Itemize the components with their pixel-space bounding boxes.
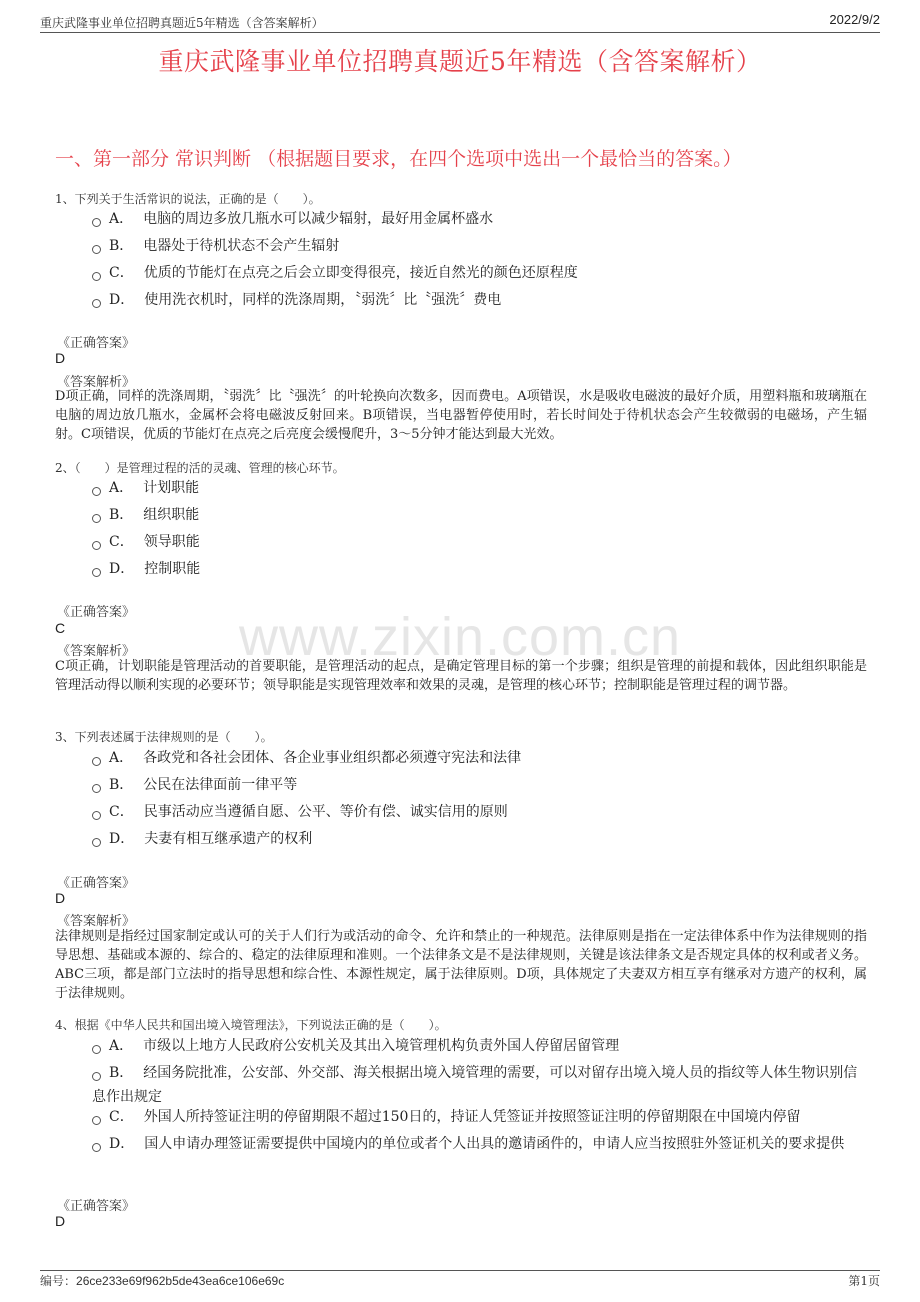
correct-answer-label: 《正确答案》 xyxy=(57,605,136,620)
option-text: 外国人所持签证注明的停留期限不超过150日的，持证人凭签证并按照签证注明的停留期限在中国境内停留 xyxy=(143,1109,801,1125)
option-b[interactable] xyxy=(92,1061,862,1109)
option-letter: A． xyxy=(109,1038,134,1054)
question-stem: 3、下列表述属于法律规则的是（ ）。 xyxy=(55,730,273,744)
option-c[interactable] xyxy=(92,530,862,554)
radio-icon[interactable] xyxy=(92,568,101,577)
radio-icon[interactable] xyxy=(92,245,101,254)
option-text: 电脑的周边多放几瓶水可以减少辐射，最好用金属杯盛水 xyxy=(143,211,494,227)
watermark: www.zixin.com.cn xyxy=(238,607,682,667)
correct-answer: C xyxy=(55,620,66,636)
analysis-text: D项正确，同样的洗涤周期，〝弱洗〞比〝强洗〞的叶轮换向次数多，因而费电。A项错误，水是吸收电磁波的最好介质，用塑料瓶和玻璃瓶在电脑的周边放几瓶水，金属杯会将电磁波反射回来。B项错误，当电器暂停使用时，若长时间处于待机状态会产生较微弱的电磁场，产生辐射。C项错误，优质的节能灯在点亮之后亮度会缓慢爬升，3～5分钟才能达到最大光效。 xyxy=(55,389,867,442)
radio-icon[interactable] xyxy=(92,514,101,523)
analysis-text: 法律规则是指经过国家制定或认可的关于人们行为或活动的命令、允许和禁止的一种规范。法律原则是指在一定法律体系中作为法律规则的指导思想、基础或本源的、综合的、稳定的法律原理和准则。一个法律条文是不是法律规则，关键是该法律条文是否规定具体的权利或者义务。ABC三项，都是部门立法时的指导思想和综合性、本源性规定，属于法律原则。D项，具体规定了夫妻双方相互享有继承对方遗产的权利，属于法律规则。 xyxy=(55,929,867,1001)
option-letter: A． xyxy=(109,211,134,227)
correct-answer-label: 《正确答案》 xyxy=(57,876,136,891)
question-stem: 4、根据《中华人民共和国出境入境管理法》，下列说法正确的是（ ）。 xyxy=(55,1018,447,1032)
option-b[interactable] xyxy=(92,773,862,797)
option-c[interactable] xyxy=(92,261,862,285)
code-label: 编号： xyxy=(40,1274,77,1288)
radio-icon[interactable] xyxy=(92,1045,101,1054)
option-b[interactable] xyxy=(92,503,862,527)
header-doc-title: 重庆武隆事业单位招聘真题近5年精选（含答案解析） xyxy=(40,16,324,30)
radio-icon[interactable] xyxy=(92,757,101,766)
header-divider xyxy=(40,32,880,33)
header-date: 2022/9/2 xyxy=(829,12,880,27)
option-text: 组织职能 xyxy=(143,507,200,523)
page-header xyxy=(40,12,880,32)
radio-icon[interactable] xyxy=(92,487,101,496)
option-text: 经国务院批准，公安部、外交部、海关根据出境入境管理的需要，可以对留存出境入境人员的指纹等人体生物识别信息作出规定 xyxy=(92,1065,858,1105)
option-text: 夫妻有相互继承遗产的权利 xyxy=(144,831,313,847)
option-letter: C． xyxy=(109,1109,134,1125)
correct-answer-label: 《正确答案》 xyxy=(57,1199,136,1214)
radio-icon[interactable] xyxy=(92,299,101,308)
analysis-label: 《答案解析》 xyxy=(57,644,136,659)
option-text: 市级以上地方人民政府公安机关及其出入境管理机构负责外国人停留居留管理 xyxy=(143,1038,620,1054)
page-number: 第1页 xyxy=(848,1274,880,1288)
radio-icon[interactable] xyxy=(92,541,101,550)
section-heading: 一、第一部分 常识判断 （根据题目要求，在四个选项中选出一个最恰当的答案。） xyxy=(55,148,742,170)
option-c[interactable] xyxy=(92,800,862,824)
option-letter: C． xyxy=(109,804,134,820)
option-letter: B． xyxy=(109,238,134,254)
option-a[interactable] xyxy=(92,207,862,231)
question-stem: 2、（ ）是管理过程的活的灵魂、管理的核心环节。 xyxy=(55,461,345,475)
radio-icon[interactable] xyxy=(92,811,101,820)
option-text: 电器处于待机状态不会产生辐射 xyxy=(143,238,340,254)
option-text: 各政党和各社会团体、各企业事业组织都必须遵守宪法和法律 xyxy=(143,750,522,766)
option-letter: D． xyxy=(109,292,135,308)
option-text: 优质的节能灯在点亮之后会立即变得很亮，接近自然光的颜色还原程度 xyxy=(143,265,578,281)
option-text: 控制职能 xyxy=(144,561,201,577)
document-title: 重庆武隆事业单位招聘真题近5年精选（含答案解析） xyxy=(158,47,762,76)
option-a[interactable] xyxy=(92,746,862,770)
option-b[interactable] xyxy=(92,234,862,258)
option-letter: D． xyxy=(109,561,135,577)
analysis-text: C项正确，计划职能是管理活动的首要职能，是管理活动的起点，是确定管理目标的第一个步骤；组织是管理的前提和载体，因此组织职能是管理活动得以顺利实现的必要环节；领导职能是实现管理效率和效果的灵魂，是管理的核心环节；控制职能是管理过程的调节器。 xyxy=(55,659,867,693)
option-a[interactable] xyxy=(92,476,862,500)
option-letter: B． xyxy=(109,1065,134,1081)
option-c[interactable] xyxy=(92,1105,862,1129)
radio-icon[interactable] xyxy=(92,1116,101,1125)
option-d[interactable] xyxy=(92,827,862,851)
radio-icon[interactable] xyxy=(92,272,101,281)
option-letter: B． xyxy=(109,507,134,523)
analysis-label: 《答案解析》 xyxy=(57,914,136,929)
option-letter: C． xyxy=(109,534,134,550)
option-letter: D． xyxy=(109,1136,135,1152)
radio-icon[interactable] xyxy=(92,1143,101,1152)
correct-answer: D xyxy=(55,890,66,906)
option-d[interactable] xyxy=(92,1132,862,1156)
option-text: 计划职能 xyxy=(143,480,200,496)
option-letter: D． xyxy=(109,831,135,847)
option-text: 民事活动应当遵循自愿、公平、等价有偿、诚实信用的原则 xyxy=(143,804,508,820)
correct-answer: D xyxy=(55,1213,66,1229)
option-a[interactable] xyxy=(92,1034,862,1058)
radio-icon[interactable] xyxy=(92,218,101,227)
correct-answer: D xyxy=(55,350,66,366)
footer-divider xyxy=(40,1270,880,1271)
radio-icon[interactable] xyxy=(92,838,101,847)
question-stem: 1、下列关于生活常识的说法，正确的是（ ）。 xyxy=(55,192,321,206)
option-text: 公民在法律面前一律平等 xyxy=(143,777,298,793)
option-text: 领导职能 xyxy=(143,534,200,550)
option-letter: C． xyxy=(109,265,134,281)
option-letter: A． xyxy=(109,480,134,496)
radio-icon[interactable] xyxy=(92,784,101,793)
correct-answer-label: 《正确答案》 xyxy=(57,336,136,351)
radio-icon[interactable] xyxy=(92,1072,101,1081)
option-d[interactable] xyxy=(92,288,862,312)
option-d[interactable] xyxy=(92,557,862,581)
option-letter: A． xyxy=(109,750,134,766)
option-text: 使用洗衣机时，同样的洗涤周期，〝弱洗〞比〝强洗〞费电 xyxy=(144,292,502,308)
document-code xyxy=(40,1272,284,1289)
option-text: 国人申请办理签证需要提供中国境内的单位或者个人出具的邀请函件的，申请人应当按照驻外签证机关的要求提供 xyxy=(144,1136,845,1152)
option-letter: B． xyxy=(109,777,134,793)
analysis-label: 《答案解析》 xyxy=(57,375,136,390)
code-value: 26ce233e69f962b5de43ea6ce106e69c xyxy=(76,1274,285,1288)
